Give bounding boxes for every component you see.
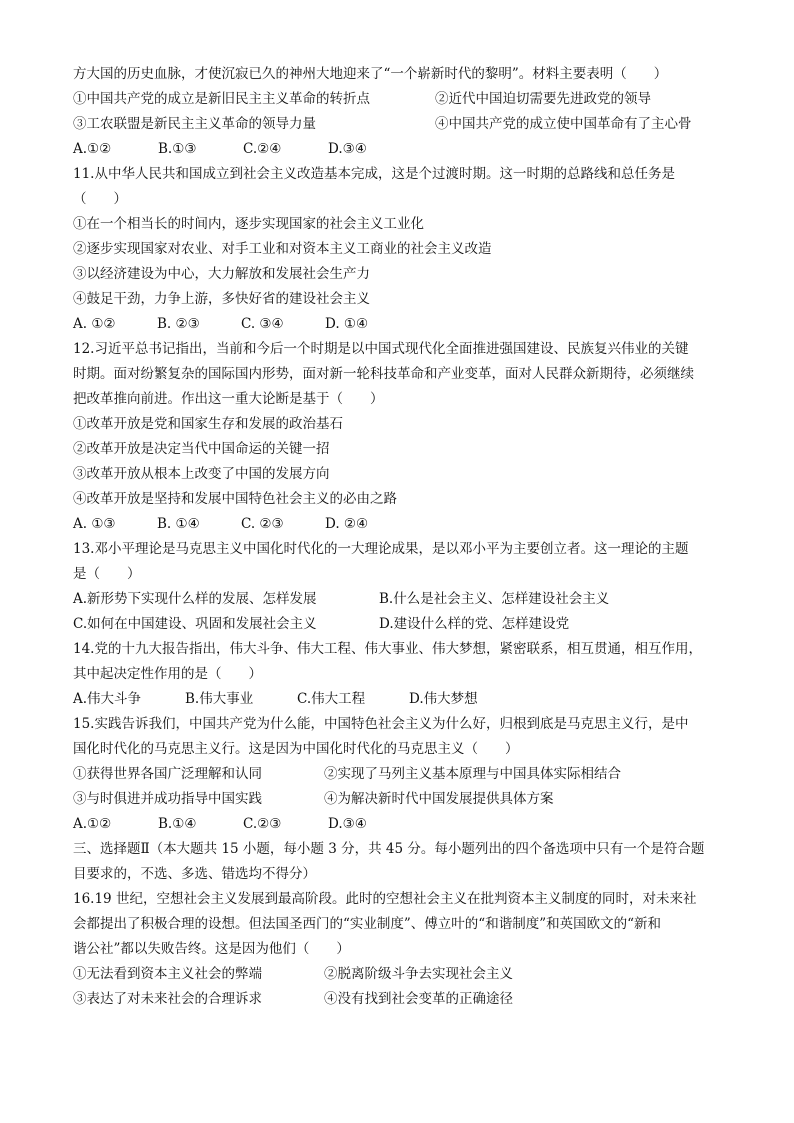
option-row (73, 987, 723, 1012)
option-row (73, 112, 723, 137)
option-item: ①获得世界各国广泛理解和认同 (73, 766, 262, 782)
option-item: ④为解决新时代中国发展提供具体方案 (324, 791, 554, 807)
text-line: 11.从中华人民共和国成立到社会主义改造基本完成，这是个过渡时期。这一时期的总路线和总任务是 (73, 166, 675, 182)
option-item: D.③④ (328, 141, 367, 157)
option-item: ③与时俱进并成功指导中国实践 (73, 791, 262, 807)
option-item: ①无法看到资本主义社会的弊端 (73, 966, 262, 982)
option-item: ④中国共产党的成立使中国革命有了主心骨 (435, 116, 692, 132)
option-row (73, 87, 723, 112)
text-line: （ ） (73, 191, 127, 207)
option-item: C. ③④ (241, 316, 284, 332)
option-item: D.③④ (328, 816, 367, 832)
text-line: 时期。面对纷繁复杂的国际国内形势，面对新一轮科技革命和产业变革，面对人民群众新期待，必须继续 (73, 366, 694, 382)
option-row (73, 787, 723, 812)
text-line: 把改革推向前进。作出这一重大论断是基于（ ） (73, 391, 384, 407)
option-item: C.②④ (243, 141, 282, 157)
text-line: ①在一个相当长的时间内，逐步实现国家的社会主义工业化 (73, 216, 424, 232)
text-line: ②改革开放是决定当代中国命运的关键一招 (73, 441, 330, 457)
text-line: ③以经济建设为中心，大力解放和发展社会生产力 (73, 266, 370, 282)
text-line: 三、选择题Ⅱ（本大题共 15 小题，每小题 3 分，共 45 分。每小题列出的四个备选项中只有一个是符合题 (73, 841, 705, 857)
option-item: ①中国共产党的成立是新旧民主主义革命的转折点 (73, 91, 370, 107)
option-item: C. ②③ (241, 516, 284, 532)
option-item: B.①③ (158, 141, 197, 157)
text-line: 16.19 世纪，空想社会主义发展到最高阶段。此时的空想社会主义在批判资本主义制度的同时，对未来社 (73, 891, 697, 907)
option-item: ②脱离阶级斗争去实现社会主义 (324, 966, 513, 982)
option-item: ③工农联盟是新民主主义革命的领导力量 (73, 116, 316, 132)
text-line: ④改革开放是坚持和发展中国特色社会主义的必由之路 (73, 491, 397, 507)
option-item: A.新形势下实现什么样的发展、怎样发展 (73, 591, 317, 607)
option-row (73, 812, 723, 837)
text-line: 其中起决定性作用的是（ ） (73, 666, 262, 682)
text-line: ④鼓足干劲，力争上游，多快好省的建设社会主义 (73, 291, 370, 307)
text-line: 谐公社”都以失败告终。这是因为他们（ ） (73, 941, 350, 957)
option-row (73, 762, 723, 787)
option-item: ④没有找到社会变革的正确途径 (324, 991, 513, 1007)
option-item: B. ①④ (157, 516, 200, 532)
option-row (73, 687, 723, 712)
option-item: D. ①④ (325, 316, 369, 332)
option-item: ③表达了对未来社会的合理诉求 (73, 991, 262, 1007)
text-line: 14.党的十九大报告指出，伟大斗争、伟大工程、伟大事业、伟大梦想，紧密联系，相互贯通，相互作用， (73, 641, 702, 657)
option-row (73, 587, 723, 612)
option-item: A. ①② (73, 316, 116, 332)
option-item: B.①④ (158, 816, 197, 832)
option-row (73, 312, 723, 337)
text-line: 是（ ） (73, 566, 141, 582)
option-item: C.如何在中国建设、巩固和发展社会主义 (73, 616, 317, 632)
text-line: 13.邓小平理论是马克思主义中国化时代化的一大理论成果，是以邓小平为主要创立者。这一理论的主题 (73, 541, 689, 557)
option-item: ②近代中国迫切需要先进政党的领导 (435, 91, 651, 107)
option-item: D.建设什么样的党、怎样建设党 (379, 616, 570, 632)
option-item: D. ②④ (325, 516, 369, 532)
option-item: ②实现了马列主义基本原理与中国具体实际相结合 (324, 766, 621, 782)
option-row (73, 512, 723, 537)
option-item: B. ②③ (157, 316, 200, 332)
option-row (73, 962, 723, 987)
option-item: A.①② (73, 141, 112, 157)
option-item: C.②③ (243, 816, 282, 832)
text-line: 目要求的，不选、多选、错选均不得分） (73, 866, 316, 882)
option-item: B.什么是社会主义、怎样建设社会主义 (379, 591, 610, 607)
text-line: 15.实践告诉我们，中国共产党为什么能，中国特色社会主义为什么好，归根到底是马克思主义行，是中 (73, 716, 689, 732)
text-line: 会都提出了积极合理的设想。但法国圣西门的“实业制度”、傅立叶的“和谐制度”和英国欧文的“新和 (73, 916, 662, 932)
option-row (73, 612, 723, 637)
option-item: A.伟大斗争 (73, 691, 142, 707)
text-line: 国化时代化的马克思主义行。这是因为中国化时代化的马克思主义（ ） (73, 741, 519, 757)
text-line: 12.习近平总书记指出，当前和今后一个时期是以中国式现代化全面推进强国建设、民族复兴伟业的关键 (73, 341, 689, 357)
option-item: B.伟大事业 (185, 691, 254, 707)
text-line: ②逐步实现国家对农业、对手工业和对资本主义工商业的社会主义改造 (73, 241, 492, 257)
option-row (73, 137, 723, 162)
option-item: A. ①③ (73, 516, 116, 532)
option-item: D.伟大梦想 (409, 691, 478, 707)
document-page (73, 62, 723, 1012)
text-line: ①改革开放是党和国家生存和发展的政治基石 (73, 416, 343, 432)
option-item: C.伟大工程 (297, 691, 366, 707)
option-item: A.①② (73, 816, 112, 832)
text-line: 方大国的历史血脉，才使沉寂已久的神州大地迎来了“一个崭新时代的黎明”。材料主要表明（ ） (73, 66, 668, 82)
text-line: ③改革开放从根本上改变了中国的发展方向 (73, 466, 330, 482)
